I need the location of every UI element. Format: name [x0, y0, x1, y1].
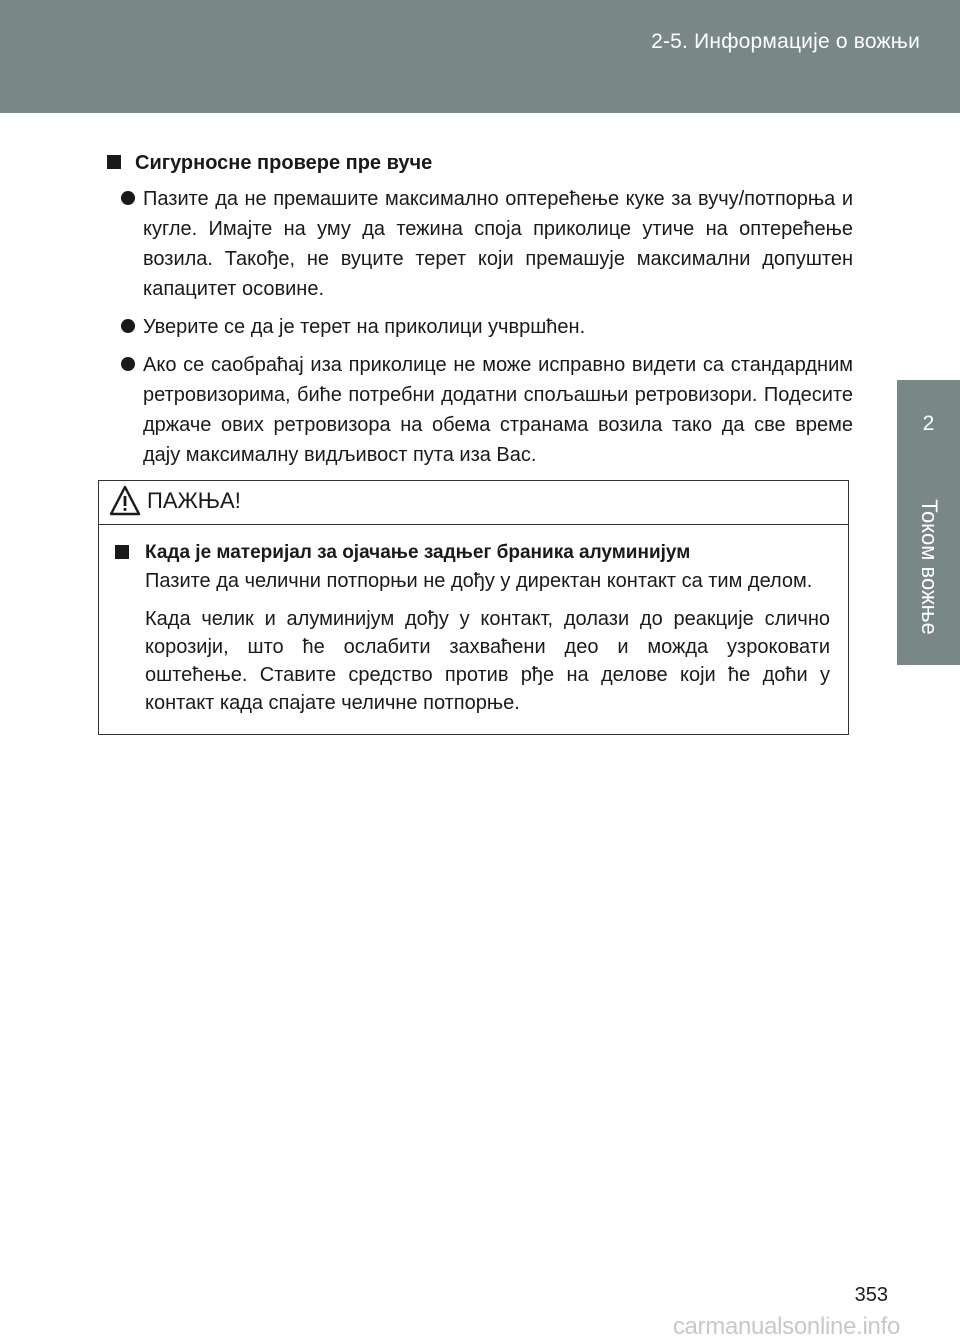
- bullet-dot-icon: [121, 319, 135, 333]
- caution-paragraph: Пазите да челични потпорњи не дођу у директан контакт са тим делом.: [145, 570, 813, 592]
- list-item-text: Пазите да не премашите максимално оптерећење куке за вучу/потпорња и кугле. Имајте на уму да тежина споја приколице утиче на оптерећење возила. Такође, не вуците терет који премашује максимални допуштен капацитет осовине.: [143, 188, 853, 300]
- caution-header: [99, 481, 848, 525]
- bullet-dot-icon: [121, 357, 135, 371]
- caution-heading: [115, 539, 830, 567]
- caution-heading-text: Када је материјал за ојачање задњег браника алуминијум: [145, 542, 691, 563]
- list-item-text: Ако се саобраћај иза приколице не може исправно видети са стандардним ретровизорима, биће потребни додатни спољашњи ретровизори. Подесите држаче ових ретровизора на обема странама возила тако да све време дају максималну видљивост пута иза Вас.: [143, 354, 853, 466]
- caution-box: [98, 480, 849, 735]
- chapter-label: Током вожње: [916, 498, 942, 635]
- section-title: 2-5. Информације о вожњи: [651, 30, 920, 53]
- square-bullet-icon: [115, 545, 129, 559]
- bullet-dot-icon: [121, 191, 135, 205]
- list-item: [107, 350, 853, 470]
- page-number: 353: [854, 1284, 888, 1306]
- section-heading-text: Сигурносне провере пре вуче: [135, 152, 433, 174]
- square-bullet-icon: [107, 155, 121, 169]
- warning-triangle-icon: [109, 485, 141, 517]
- caution-paragraph: Када челик и алуминијум дођу у контакт, долази до реакције слично корозији, што ће ослабити захваћени део и можда узроковати оштећење. Ставите средство против рђе на делове који ће доћи у контакт када спајате челичне потпорње.: [145, 608, 830, 714]
- main-content: [107, 148, 853, 478]
- list-item-text: Уверите се да је терет на приколици учвршћен.: [143, 316, 586, 338]
- chapter-tab-number: [897, 380, 960, 468]
- list-item: [107, 312, 853, 342]
- page-header-band: [0, 0, 960, 113]
- watermark-link[interactable]: carmanualsonline.info: [672, 1313, 900, 1340]
- section-heading: [107, 148, 853, 178]
- caution-body: [99, 525, 848, 717]
- list-item: [107, 184, 853, 304]
- chapter-number: 2: [922, 412, 935, 435]
- caution-title: ПАЖЊА!: [147, 488, 241, 513]
- chapter-tab-label: [897, 468, 960, 665]
